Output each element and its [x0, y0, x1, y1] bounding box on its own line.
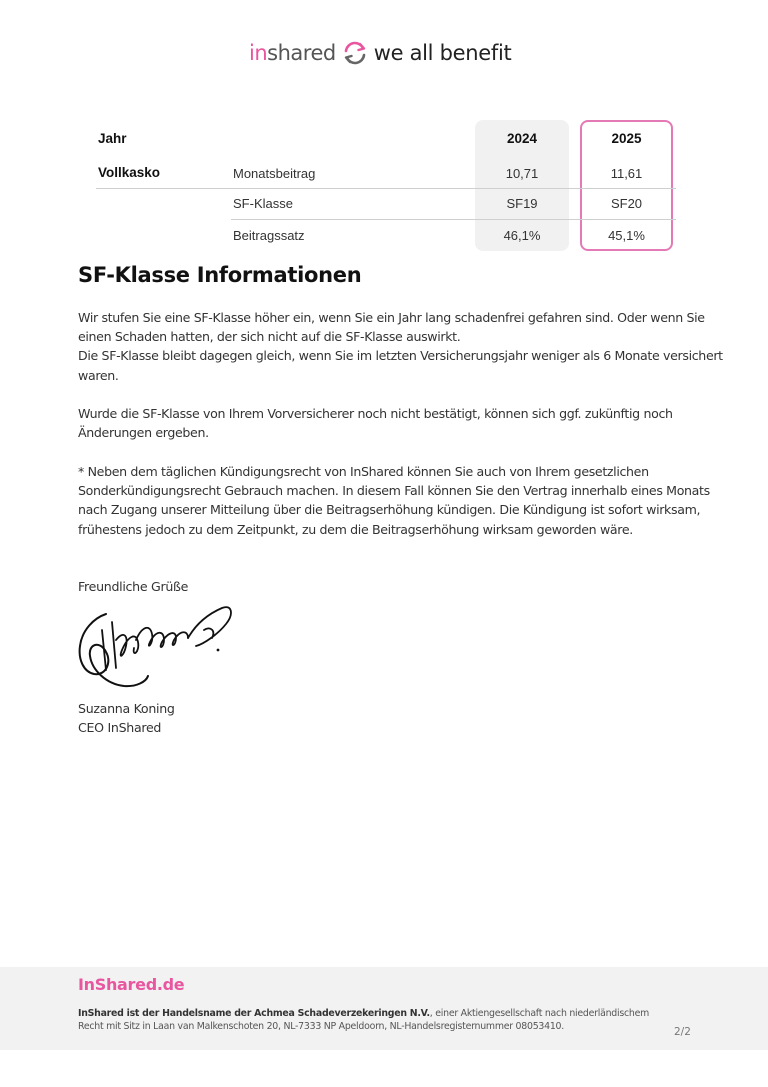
paragraph-line: Wir stufen Sie eine SF-Klasse höher ein, wenn Sie ein Jahr lang schadenfrei gefahren sind. Oder wenn Sie — [78, 310, 705, 325]
paragraph-line: Sonderkündigungsrecht Gebrauch machen. In diesem Fall können Sie den Vertrag innerhalb eines Monats — [78, 483, 710, 499]
row-label-beitragssatz: Beitragssatz — [233, 228, 305, 243]
paragraph-line: Änderungen ergeben. — [78, 425, 209, 441]
handwritten-signature — [76, 600, 236, 692]
header — [0, 36, 768, 70]
value-2024-sf-klasse: SF19 — [506, 196, 538, 211]
paragraph-sf-class-rules — [78, 308, 723, 385]
paragraph-prior-insurer — [78, 404, 678, 442]
year-2025-header: 2025 — [611, 131, 642, 146]
signer-name: Suzanna Koning — [78, 701, 175, 716]
footer — [0, 967, 768, 1050]
paragraph-line: * Neben dem täglichen Kündigungsrecht von InShared können Sie auch von Ihrem gesetzlichen — [78, 464, 649, 479]
paragraph-line: Die SF-Klasse bleibt dagegen gleich, wenn Sie im letzten Versicherungsjahr weniger als 6 Monate versichert — [78, 348, 723, 364]
value-2025-monatsbeitrag: 11,61 — [610, 166, 643, 181]
value-2024-beitragssatz: 46,1% — [503, 228, 541, 243]
logo-in-text: in — [249, 41, 268, 65]
signer-title: CEO InShared — [78, 720, 162, 735]
logo-tagline: we all benefit — [373, 41, 512, 65]
section-label: Vollkasko — [98, 165, 161, 180]
paragraph-line: frühestens jedoch zu dem Zeitpunkt, zu dem die Beitragserhöhung wirksam geworden wäre. — [78, 521, 633, 537]
contribution-table — [96, 120, 676, 255]
value-2025-beitragssatz: 45,1% — [608, 228, 645, 243]
website-link[interactable]: InShared.de — [78, 975, 185, 994]
value-2024-monatsbeitrag: 10,71 — [505, 166, 539, 181]
page-number: 2/2 — [674, 1026, 691, 1038]
paragraph-line: einen Schaden hatten, der sich nicht auf die SF-Klasse auswirkt. — [78, 329, 461, 345]
legal-notice — [78, 1008, 658, 1033]
row-divider — [96, 188, 676, 189]
paragraph-line: Wurde die SF-Klasse von Ihrem Vorversicherer noch nicht bestätigt, können sich ggf. zukünftig noch — [78, 406, 673, 421]
legal-line-1 — [78, 1008, 658, 1021]
closing-greeting: Freundliche Grüße — [78, 579, 189, 594]
value-2025-sf-klasse: SF20 — [610, 196, 643, 211]
legal-company-suffix: , einer Aktiengesellschaft nach niederländischem — [429, 1008, 649, 1019]
recycle-arrows-icon — [338, 38, 372, 68]
table-header-label: Jahr — [98, 131, 127, 146]
legal-line-2: Recht mit Sitz in Laan van Malkenschoten 20, NL-7333 NP Apeldoorn, NL-Handelsregisternummer 08053410. — [78, 1020, 565, 1032]
inshared-logo — [249, 36, 511, 70]
row-divider — [231, 219, 676, 220]
logo-shared-text: shared — [267, 41, 336, 65]
section-title: SF-Klasse Informationen — [78, 263, 362, 287]
row-label-sf-klasse: SF-Klasse — [233, 196, 293, 211]
row-label-monatsbeitrag: Monatsbeitrag — [233, 166, 316, 181]
year-2024-header: 2024 — [506, 131, 538, 146]
paragraph-line: nach Zugang unserer Mitteilung über die Beitragserhöhung kündigen. Die Kündigung ist sofort wirksam, — [78, 502, 701, 518]
legal-company-name: InShared ist der Handelsname der Achmea Schadeverzekeringen N.V. — [78, 1008, 430, 1019]
paragraph-cancellation-right — [78, 462, 710, 539]
paragraph-line: waren. — [78, 367, 119, 383]
